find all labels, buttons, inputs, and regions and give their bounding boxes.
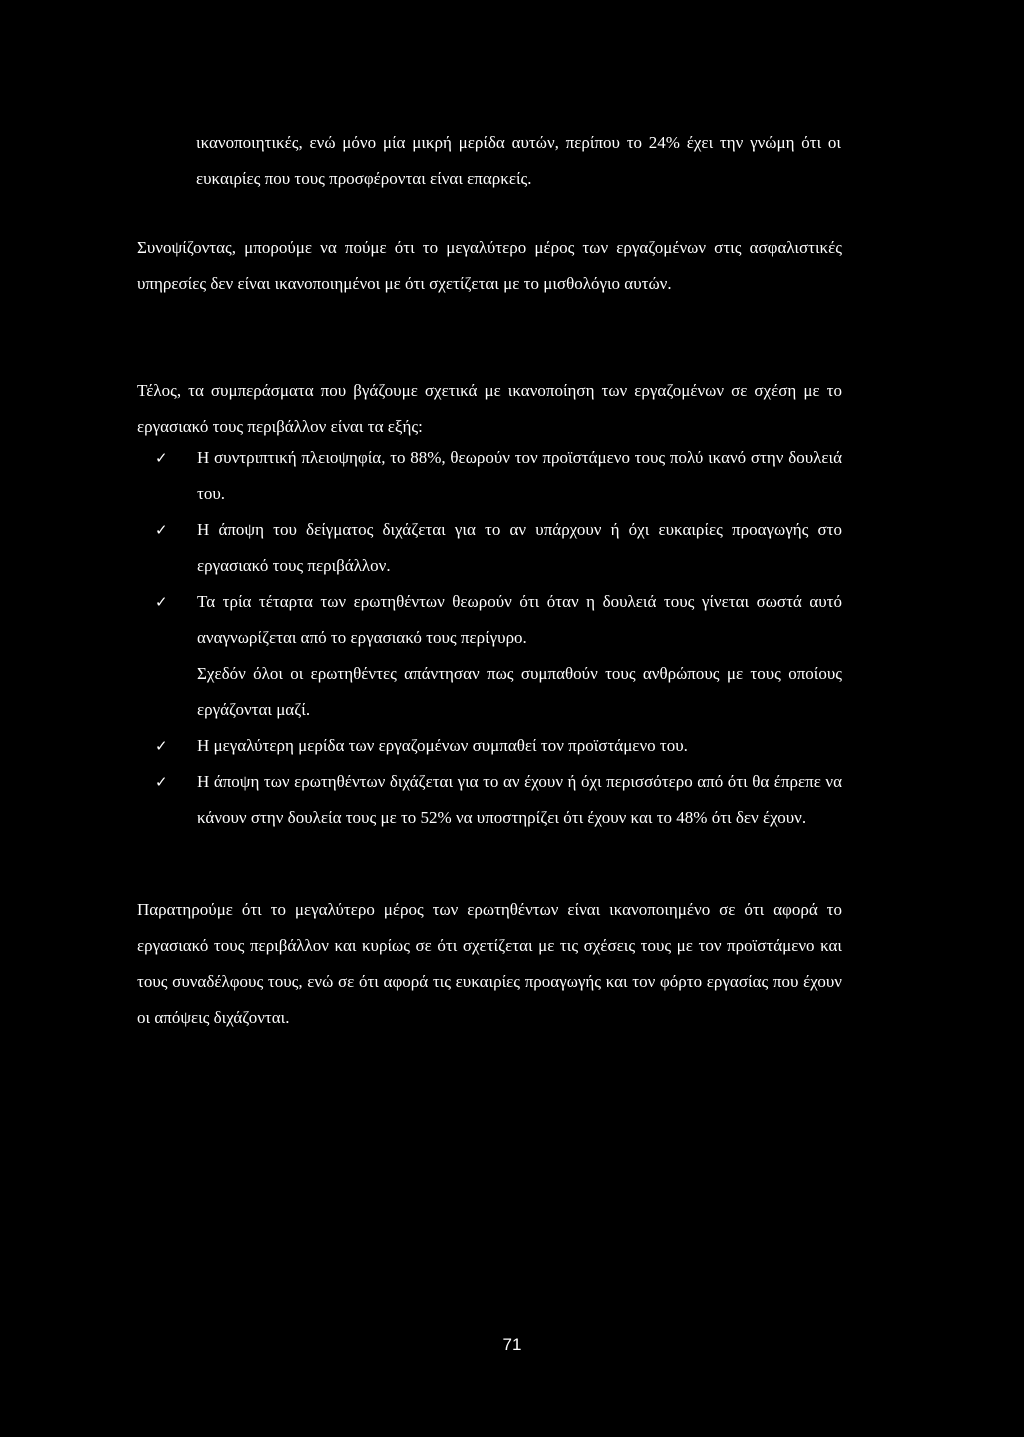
paragraph-final-observation: Παρατηρούμε ότι το μεγαλύτερο μέρος των ερωτηθέντων είναι ικανοποιημένο σε ότι αφορά το εργασιακό τους περιβάλλον και κυρίως σε ότι σχετίζεται με τις σχέσεις τους με τον προϊστάμενο και τους συναδέλφους τους, ενώ σε ότι αφορά τις ευκαιρίες προαγωγής και τον φόρτο εργασίας που έχουν οι απόψεις διχάζονται.	[137, 900, 842, 1027]
list-item-text: Η άποψη του δείγματος διχάζεται για το αν υπάρχουν ή όχι ευκαιρίες προαγωγής στο εργασιακό τους περιβάλλον.	[197, 520, 842, 575]
page-number: 71	[502, 1335, 522, 1354]
checkmark-icon: ✓	[155, 737, 168, 755]
list-item	[155, 728, 842, 764]
checkmark-icon: ✓	[155, 449, 168, 467]
list-item-text: Σχεδόν όλοι οι ερωτηθέντες απάντησαν πως συμπαθούν τους ανθρώπους με τους οποίους εργάζονται μαζί.	[197, 664, 842, 719]
paragraph-summary: Συνοψίζοντας, μπορούμε να πούμε ότι το μεγαλύτερο μέρος των εργαζομένων στις ασφαλιστικές υπηρεσίες δεν είναι ικανοποιημένοι με ότι σχετίζεται με το μισθολόγιο αυτών.	[137, 238, 842, 293]
list-item-text: Η άποψη των ερωτηθέντων διχάζεται για το αν έχουν ή όχι περισσότερο από ότι θα έπρεπε να κάνουν στην δουλεία τους με το 52% να υποστηρίζει ότι έχουν και το 48% ότι δεν έχουν.	[197, 772, 842, 827]
checkmark-icon: ✓	[155, 593, 168, 611]
list-item-text: Η μεγαλύτερη μερίδα των εργαζομένων συμπαθεί τον προϊστάμενο του.	[197, 736, 688, 755]
list-item	[155, 584, 842, 656]
checkmark-icon: ✓	[155, 521, 168, 539]
list-item	[155, 440, 842, 512]
paragraph-continuation: ικανοποιητικές, ενώ μόνο μία μικρή μερίδα αυτών, περίπου το 24% έχει την γνώμη ότι οι ευκαιρίες που τους προσφέρονται είναι επαρκείς.	[196, 133, 841, 188]
checkmark-icon: ✓	[155, 773, 168, 791]
list-item	[155, 764, 842, 836]
conclusions-list	[155, 440, 842, 836]
list-item-text: Η συντριπτική πλειοψηφία, το 88%, θεωρούν τον προϊστάμενο τους πολύ ικανό στην δουλειά του.	[197, 448, 842, 503]
paragraph-conclusions-intro: Τέλος, τα συμπεράσματα που βγάζουμε σχετικά με ικανοποίηση των εργαζομένων σε σχέση με το εργασιακό τους περιβάλλον είναι τα εξής:	[137, 381, 842, 436]
list-item	[155, 512, 842, 584]
list-item-text: Τα τρία τέταρτα των ερωτηθέντων θεωρούν ότι όταν η δουλειά τους γίνεται σωστά αυτό αναγνωρίζεται από το εργασιακό τους περίγυρο.	[197, 592, 842, 647]
list-item	[155, 656, 842, 728]
